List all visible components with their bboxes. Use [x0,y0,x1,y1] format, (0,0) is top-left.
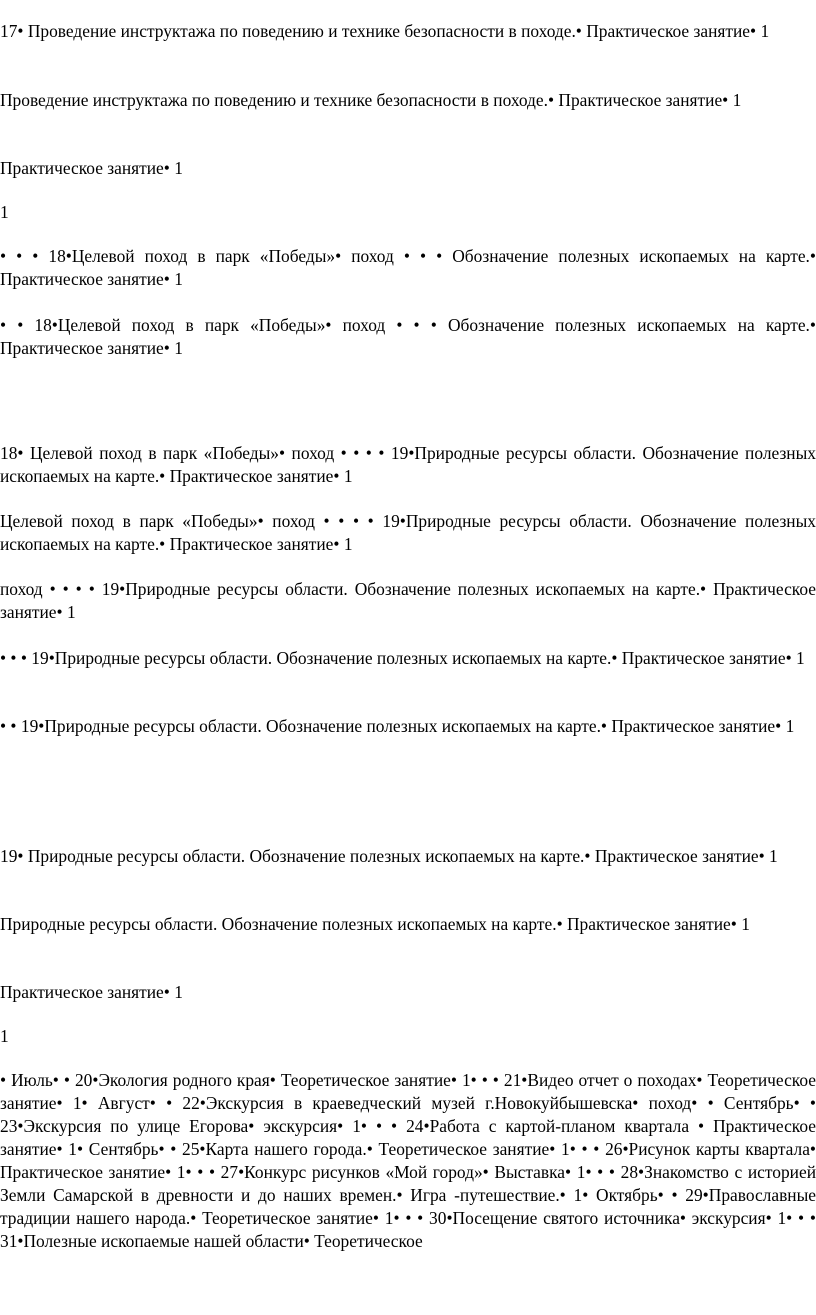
paragraph-4: 1 [0,202,9,222]
paragraph-12: 19• Природные ресурсы области. Обозначение полезных ископаемых на карте.• Практическое занятие• 1 [0,846,778,866]
paragraph-10: • • • 19•Природные ресурсы области. Обозначение полезных ископаемых на карте.• Практическое занятие• 1 [0,648,805,668]
paragraph-14: Практическое занятие• 1 [0,982,183,1002]
paragraph-7: 18• Целевой поход в парк «Победы»• поход • • • • 19•Природные ресурсы области. Обозначение полезных ископаемых на карте.• Практическое занятие• 1 [0,443,816,486]
paragraph-3: Практическое занятие• 1 [0,158,183,178]
paragraph-8: Целевой поход в парк «Победы»• поход • • • • 19•Природные ресурсы области. Обозначение полезных ископаемых на карте.• Практическое занятие• 1 [0,511,816,554]
paragraph-9: поход • • • • 19•Природные ресурсы области. Обозначение полезных ископаемых на карте.• Практическое занятие• 1 [0,579,816,622]
paragraph-2: Проведение инструктажа по поведению и технике безопасности в походе.• Практическое занятие• 1 [0,90,742,110]
paragraph-1: 17• Проведение инструктажа по поведению и технике безопасности в походе.• Практическое занятие• 1 [0,21,770,41]
paragraph-16: • Июль• • 20•Экология родного края• Теоретическое занятие• 1• • • 21•Видео отчет о походах• Теоретическое занятие• 1• Август• • 22•Экскурсия в краеведческий музей г.Новокуйбышевска• поход• • Сентябрь• • 23•Экскурсия по улице Егорова• экскурсия• 1• • • 24•Работа с картой-планом квартала • Практическое занятие• 1• Сентябрь• • 25•Карта нашего города.• Теоретическое занятие• 1• • • 26•Рисунок карты квартала• Практическое занятие• 1• • • 27•Конкурс рисунков «Мой город»• Выставка• 1• • • 28•Знакомство с историей Земли Самарской в древности и до наших времен.• Игра -путешествие.• 1• Октябрь• • 29•Православные традиции нашего народа.• Теоретическое занятие• 1• • • 30•Посещение святого источника• экскурсия• 1• • • 31•Полезные ископаемые нашей области• Теоретическое [0,1070,816,1251]
paragraph-15: 1 [0,1026,9,1046]
paragraph-6: • • 18•Целевой поход в парк «Победы»• поход • • • Обозначение полезных ископаемых на карте.• Практическое занятие• 1 [0,315,816,358]
paragraph-5: • • • 18•Целевой поход в парк «Победы»• поход • • • Обозначение полезных ископаемых на карте.• Практическое занятие• 1 [0,246,816,289]
paragraph-11: • • 19•Природные ресурсы области. Обозначение полезных ископаемых на карте.• Практическое занятие• 1 [0,716,795,736]
paragraph-13: Природные ресурсы области. Обозначение полезных ископаемых на карте.• Практическое занятие• 1 [0,914,750,934]
